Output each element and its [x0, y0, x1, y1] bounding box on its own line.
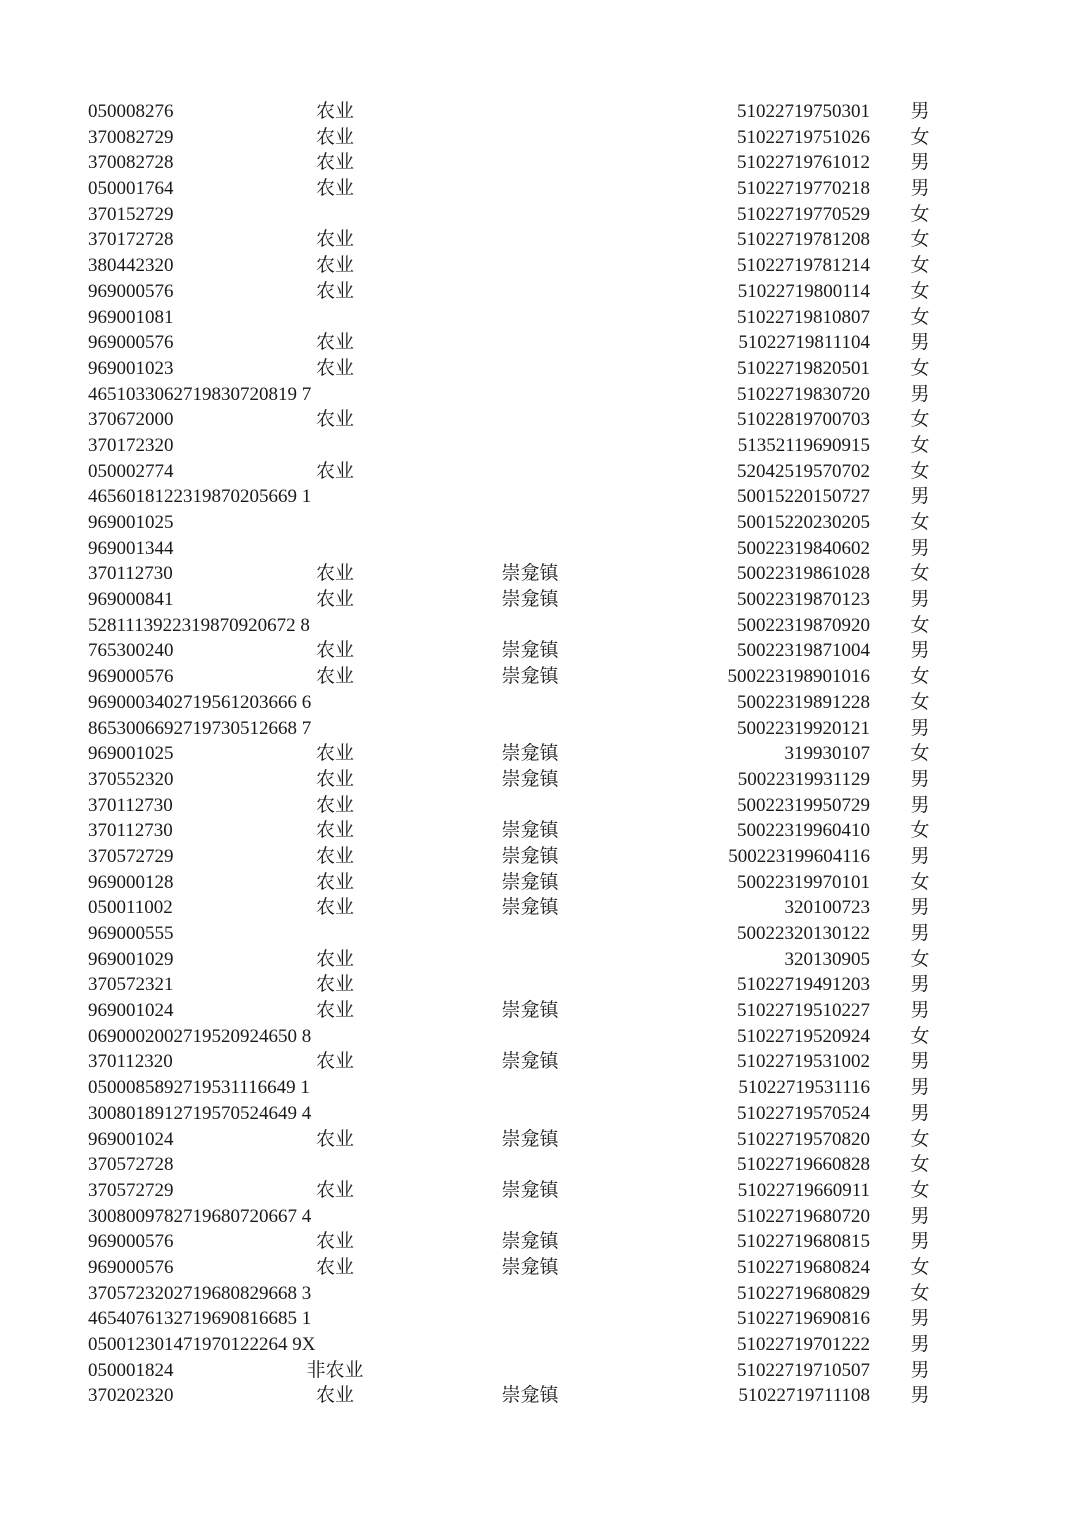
town-cell: 崇龛镇 [501, 1256, 559, 1278]
sex-cell: 女 [910, 1154, 930, 1176]
sex-cell: 男 [910, 1231, 930, 1253]
id-cell: 969000576 [88, 1231, 174, 1253]
sex-cell: 女 [910, 1282, 930, 1304]
id-cell: 969000576 [88, 666, 174, 688]
town-cell: 崇龛镇 [501, 1000, 559, 1022]
sex-cell: 女 [910, 229, 930, 251]
id-number-cell: 51022719770529 [737, 203, 870, 225]
sex-cell: 女 [910, 203, 930, 225]
id-number-cell: 51022719520924 [737, 1025, 870, 1047]
household-type-cell: 农业 [315, 666, 354, 688]
town-cell: 崇龛镇 [501, 768, 559, 790]
table-row [0, 1383, 1075, 1409]
id-number-cell: 50022319891228 [737, 691, 870, 713]
id-cell: 050012301471970122264 9X [88, 1334, 316, 1355]
household-type-cell: 农业 [315, 1128, 354, 1150]
id-cell: 969001344 [88, 537, 174, 559]
id-number-cell: 51022719570820 [737, 1128, 870, 1150]
table-row [0, 741, 1075, 767]
id-number-cell: 51022719690816 [737, 1308, 870, 1330]
id-cell: 969000576 [88, 280, 174, 302]
table-row [0, 818, 1075, 844]
id-cell: 969000576 [88, 1256, 174, 1278]
sex-cell: 男 [910, 589, 930, 611]
id-number-cell: 51022719531116 [738, 1077, 870, 1099]
table-row [0, 1204, 1075, 1230]
household-type-cell: 农业 [315, 897, 354, 919]
id-number-cell: 51022719750301 [737, 101, 870, 122]
id-number-cell: 50022319840602 [737, 537, 870, 559]
table-row [0, 1127, 1075, 1153]
id-cell: 969001025 [88, 512, 174, 533]
sex-cell: 男 [910, 1051, 930, 1073]
id-number-cell: 319930107 [784, 743, 870, 765]
id-cell: 969001081 [88, 306, 174, 328]
id-number-cell: 51022719660828 [737, 1154, 870, 1176]
id-number-cell: 50022319870920 [737, 614, 870, 636]
table-row [0, 1049, 1075, 1075]
id-cell: 370112320 [88, 1051, 173, 1073]
table-row [0, 1332, 1075, 1358]
household-type-cell: 农业 [315, 820, 354, 842]
sex-cell: 女 [910, 1256, 930, 1278]
id-number-cell: 51022719770218 [737, 178, 870, 200]
id-cell: 370572729 [88, 845, 174, 867]
table-row [0, 150, 1075, 176]
id-number-cell: 50015220230205 [737, 512, 870, 533]
id-number-cell: 51022719711108 [738, 1385, 870, 1407]
id-cell: 050008276 [88, 101, 174, 122]
id-number-cell: 500223199604116 [728, 845, 870, 867]
id-cell: 370172728 [88, 229, 174, 251]
household-type-cell: 农业 [315, 589, 354, 611]
household-type-cell: 农业 [315, 974, 354, 996]
id-cell: 969000128 [88, 871, 174, 893]
sex-cell: 女 [910, 948, 930, 970]
sex-cell: 男 [910, 768, 930, 790]
id-number-cell: 50022319950729 [737, 794, 870, 816]
table-row [0, 330, 1075, 356]
table-row [0, 638, 1075, 664]
id-cell: 370552320 [88, 768, 174, 790]
id-cell: 969000841 [88, 589, 174, 611]
id-number-cell: 500223198901016 [727, 666, 870, 688]
sex-cell: 男 [910, 101, 930, 122]
town-cell: 崇龛镇 [501, 640, 559, 662]
sex-cell: 女 [910, 1179, 930, 1201]
id-cell: 4651033062719830720819 7 [88, 383, 312, 405]
household-type-cell: 农业 [315, 743, 354, 765]
id-number-cell: 51022719710507 [737, 1359, 870, 1381]
sex-cell: 女 [910, 820, 930, 842]
sex-cell: 男 [910, 897, 930, 919]
table-row [0, 1075, 1075, 1101]
table-row [0, 1178, 1075, 1204]
table-row [0, 99, 1075, 125]
household-type-cell: 农业 [315, 332, 354, 354]
town-cell: 崇龛镇 [501, 1128, 559, 1150]
household-type-cell: 农业 [315, 357, 354, 379]
id-cell: 370672000 [88, 409, 174, 431]
id-number-cell: 51022719810807 [737, 306, 870, 328]
sex-cell: 男 [910, 1077, 930, 1099]
id-cell: 380442320 [88, 255, 174, 277]
table-row [0, 561, 1075, 587]
id-cell: 5281113922319870920672 8 [88, 614, 310, 636]
id-cell: 4654076132719690816685 1 [88, 1308, 312, 1330]
id-number-cell: 50022319871004 [737, 640, 870, 662]
table-row [0, 587, 1075, 613]
id-number-cell: 51022719680829 [737, 1282, 870, 1304]
id-number-cell: 51022719680815 [737, 1231, 870, 1253]
id-cell: 370202320 [88, 1385, 174, 1407]
town-cell: 崇龛镇 [501, 1179, 559, 1201]
household-type-cell: 农业 [315, 768, 354, 790]
id-cell: 370572321 [88, 974, 174, 996]
id-cell: 370082728 [88, 152, 174, 174]
household-type-cell: 农业 [315, 229, 354, 251]
sex-cell: 女 [910, 512, 930, 533]
id-cell: 9690003402719561203666 6 [88, 691, 312, 713]
town-cell: 崇龛镇 [501, 1051, 559, 1073]
id-cell: 370572729 [88, 1179, 174, 1201]
table-row [0, 536, 1075, 562]
household-type-cell: 农业 [315, 101, 354, 122]
id-number-cell: 51022719680824 [737, 1256, 870, 1278]
id-number-cell: 51022719570524 [737, 1102, 870, 1124]
sex-cell: 男 [910, 1102, 930, 1124]
id-number-cell: 51022719781214 [737, 255, 870, 277]
sex-cell: 男 [910, 845, 930, 867]
sex-cell: 男 [910, 794, 930, 816]
id-cell: 969001029 [88, 948, 174, 970]
sex-cell: 男 [910, 537, 930, 559]
town-cell: 崇龛镇 [501, 743, 559, 765]
table-row [0, 793, 1075, 819]
table-row [0, 998, 1075, 1024]
sex-cell: 女 [910, 614, 930, 636]
household-type-cell: 农业 [315, 1385, 354, 1407]
id-cell: 969000576 [88, 332, 174, 354]
sex-cell: 女 [910, 666, 930, 688]
id-cell: 050001824 [88, 1359, 174, 1381]
table-row [0, 407, 1075, 433]
sex-cell: 男 [910, 178, 930, 200]
id-number-cell: 51022719761012 [737, 152, 870, 174]
id-cell: 4656018122319870205669 1 [88, 486, 312, 508]
household-type-cell: 农业 [315, 871, 354, 893]
sex-cell: 女 [910, 460, 930, 482]
table-row [0, 253, 1075, 279]
town-cell: 崇龛镇 [501, 1385, 559, 1407]
id-number-cell: 51022719820501 [737, 357, 870, 379]
sex-cell: 女 [910, 691, 930, 713]
household-type-cell: 农业 [315, 1231, 354, 1253]
table-row [0, 1255, 1075, 1281]
sex-cell: 男 [910, 1205, 930, 1227]
sex-cell: 男 [910, 1000, 930, 1022]
table-row [0, 356, 1075, 382]
sex-cell: 女 [910, 743, 930, 765]
id-cell: 969001024 [88, 1000, 174, 1022]
id-cell: 050011002 [88, 897, 173, 919]
sex-cell: 女 [910, 1025, 930, 1047]
id-cell: 370112730 [88, 563, 173, 585]
sex-cell: 女 [910, 409, 930, 431]
id-cell: 370112730 [88, 820, 173, 842]
id-number-cell: 51022719510227 [737, 1000, 870, 1022]
id-cell: 0500085892719531116649 1 [88, 1077, 310, 1099]
household-type-cell: 农业 [315, 126, 354, 148]
id-number-cell: 51352119690915 [737, 434, 870, 456]
household-type-cell: 农业 [315, 460, 354, 482]
id-cell: 765300240 [88, 640, 174, 662]
id-number-cell: 50022319870123 [737, 589, 870, 611]
table-row [0, 125, 1075, 151]
sex-cell: 男 [910, 974, 930, 996]
sex-cell: 男 [910, 1385, 930, 1407]
spreadsheet-page [0, 99, 1075, 1409]
sex-cell: 男 [910, 152, 930, 174]
table-row [0, 176, 1075, 202]
household-type-cell: 农业 [315, 1000, 354, 1022]
sex-cell: 女 [910, 1128, 930, 1150]
id-cell: 370082729 [88, 126, 174, 148]
household-type-cell: 农业 [315, 640, 354, 662]
table-row [0, 972, 1075, 998]
id-number-cell: 51022719800114 [737, 280, 870, 302]
table-row [0, 305, 1075, 331]
table-row [0, 459, 1075, 485]
table-row [0, 767, 1075, 793]
id-cell: 050001764 [88, 178, 174, 200]
sex-cell: 女 [910, 357, 930, 379]
id-number-cell: 51022719531002 [737, 1051, 870, 1073]
id-cell: 050002774 [88, 460, 174, 482]
town-cell: 崇龛镇 [501, 1231, 559, 1253]
household-type-cell: 农业 [315, 1179, 354, 1201]
table-row [0, 1229, 1075, 1255]
id-cell: 3008009782719680720667 4 [88, 1205, 312, 1227]
sex-cell: 女 [910, 871, 930, 893]
sex-cell: 女 [910, 434, 930, 456]
id-cell: 969000555 [88, 923, 174, 944]
table-row [0, 433, 1075, 459]
sex-cell: 女 [910, 126, 930, 148]
table-row [0, 895, 1075, 921]
table-row [0, 227, 1075, 253]
household-type-cell: 农业 [315, 1051, 354, 1073]
table-row [0, 510, 1075, 536]
town-cell: 崇龛镇 [501, 820, 559, 842]
id-number-cell: 51022719660911 [737, 1179, 870, 1201]
table-row [0, 202, 1075, 228]
table-row [0, 1024, 1075, 1050]
household-type-cell: 非农业 [306, 1359, 364, 1381]
household-type-cell: 农业 [315, 409, 354, 431]
household-type-cell: 农业 [315, 178, 354, 200]
id-number-cell: 50022319931129 [737, 768, 870, 790]
id-number-cell: 50022320130122 [737, 923, 870, 944]
id-number-cell: 50015220150727 [737, 486, 870, 508]
id-cell: 370572728 [88, 1154, 174, 1176]
table-row [0, 1281, 1075, 1307]
household-type-cell: 农业 [315, 1256, 354, 1278]
id-cell: 8653006692719730512668 7 [88, 717, 312, 739]
id-cell: 3705723202719680829668 3 [88, 1282, 312, 1304]
table-row [0, 382, 1075, 408]
town-cell: 崇龛镇 [501, 845, 559, 867]
id-cell: 0690002002719520924650 8 [88, 1025, 312, 1047]
town-cell: 崇龛镇 [501, 589, 559, 611]
town-cell: 崇龛镇 [501, 897, 559, 919]
id-cell: 3008018912719570524649 4 [88, 1102, 312, 1124]
sex-cell: 女 [910, 563, 930, 585]
table-row [0, 870, 1075, 896]
table-row [0, 947, 1075, 973]
id-number-cell: 51022719781208 [737, 229, 870, 251]
table-row [0, 664, 1075, 690]
id-number-cell: 50022319861028 [737, 563, 870, 585]
id-number-cell: 51022719811104 [738, 332, 870, 354]
table-row [0, 484, 1075, 510]
table-row [0, 1306, 1075, 1332]
table-row [0, 716, 1075, 742]
sex-cell: 男 [910, 383, 930, 405]
table-row [0, 921, 1075, 947]
id-number-cell: 51022719680720 [737, 1205, 870, 1227]
household-type-cell: 农业 [315, 794, 354, 816]
sex-cell: 男 [910, 717, 930, 739]
sex-cell: 男 [910, 923, 930, 944]
id-cell: 969001025 [88, 743, 174, 765]
table-row [0, 613, 1075, 639]
sex-cell: 男 [910, 486, 930, 508]
table-row [0, 1358, 1075, 1384]
id-number-cell: 52042519570702 [737, 460, 870, 482]
id-number-cell: 50022319920121 [737, 717, 870, 739]
table-row [0, 1152, 1075, 1178]
household-type-cell: 农业 [315, 152, 354, 174]
table-row [0, 279, 1075, 305]
id-number-cell: 51022719701222 [737, 1334, 870, 1355]
sex-cell: 男 [910, 1308, 930, 1330]
id-cell: 370112730 [88, 794, 173, 816]
household-type-cell: 农业 [315, 280, 354, 302]
sex-cell: 男 [910, 640, 930, 662]
household-type-cell: 农业 [315, 845, 354, 867]
sex-cell: 女 [910, 255, 930, 277]
id-number-cell: 51022819700703 [737, 409, 870, 431]
table-row [0, 844, 1075, 870]
id-cell: 969001023 [88, 357, 174, 379]
table-row [0, 690, 1075, 716]
id-number-cell: 50022319960410 [737, 820, 870, 842]
id-number-cell: 51022719491203 [737, 974, 870, 996]
id-cell: 370172320 [88, 434, 174, 456]
sex-cell: 女 [910, 280, 930, 302]
id-cell: 370152729 [88, 203, 174, 225]
household-type-cell: 农业 [315, 255, 354, 277]
id-number-cell: 320100723 [784, 897, 870, 919]
id-number-cell: 51022719751026 [737, 126, 870, 148]
sex-cell: 女 [910, 306, 930, 328]
sex-cell: 男 [910, 1334, 930, 1355]
town-cell: 崇龛镇 [501, 563, 559, 585]
id-number-cell: 50022319970101 [737, 871, 870, 893]
id-number-cell: 51022719830720 [737, 383, 870, 405]
id-number-cell: 320130905 [784, 948, 870, 970]
sex-cell: 男 [910, 332, 930, 354]
town-cell: 崇龛镇 [501, 666, 559, 688]
sex-cell: 男 [910, 1359, 930, 1381]
household-type-cell: 农业 [315, 948, 354, 970]
town-cell: 崇龛镇 [501, 871, 559, 893]
table-row [0, 1101, 1075, 1127]
household-type-cell: 农业 [315, 563, 354, 585]
id-cell: 969001024 [88, 1128, 174, 1150]
